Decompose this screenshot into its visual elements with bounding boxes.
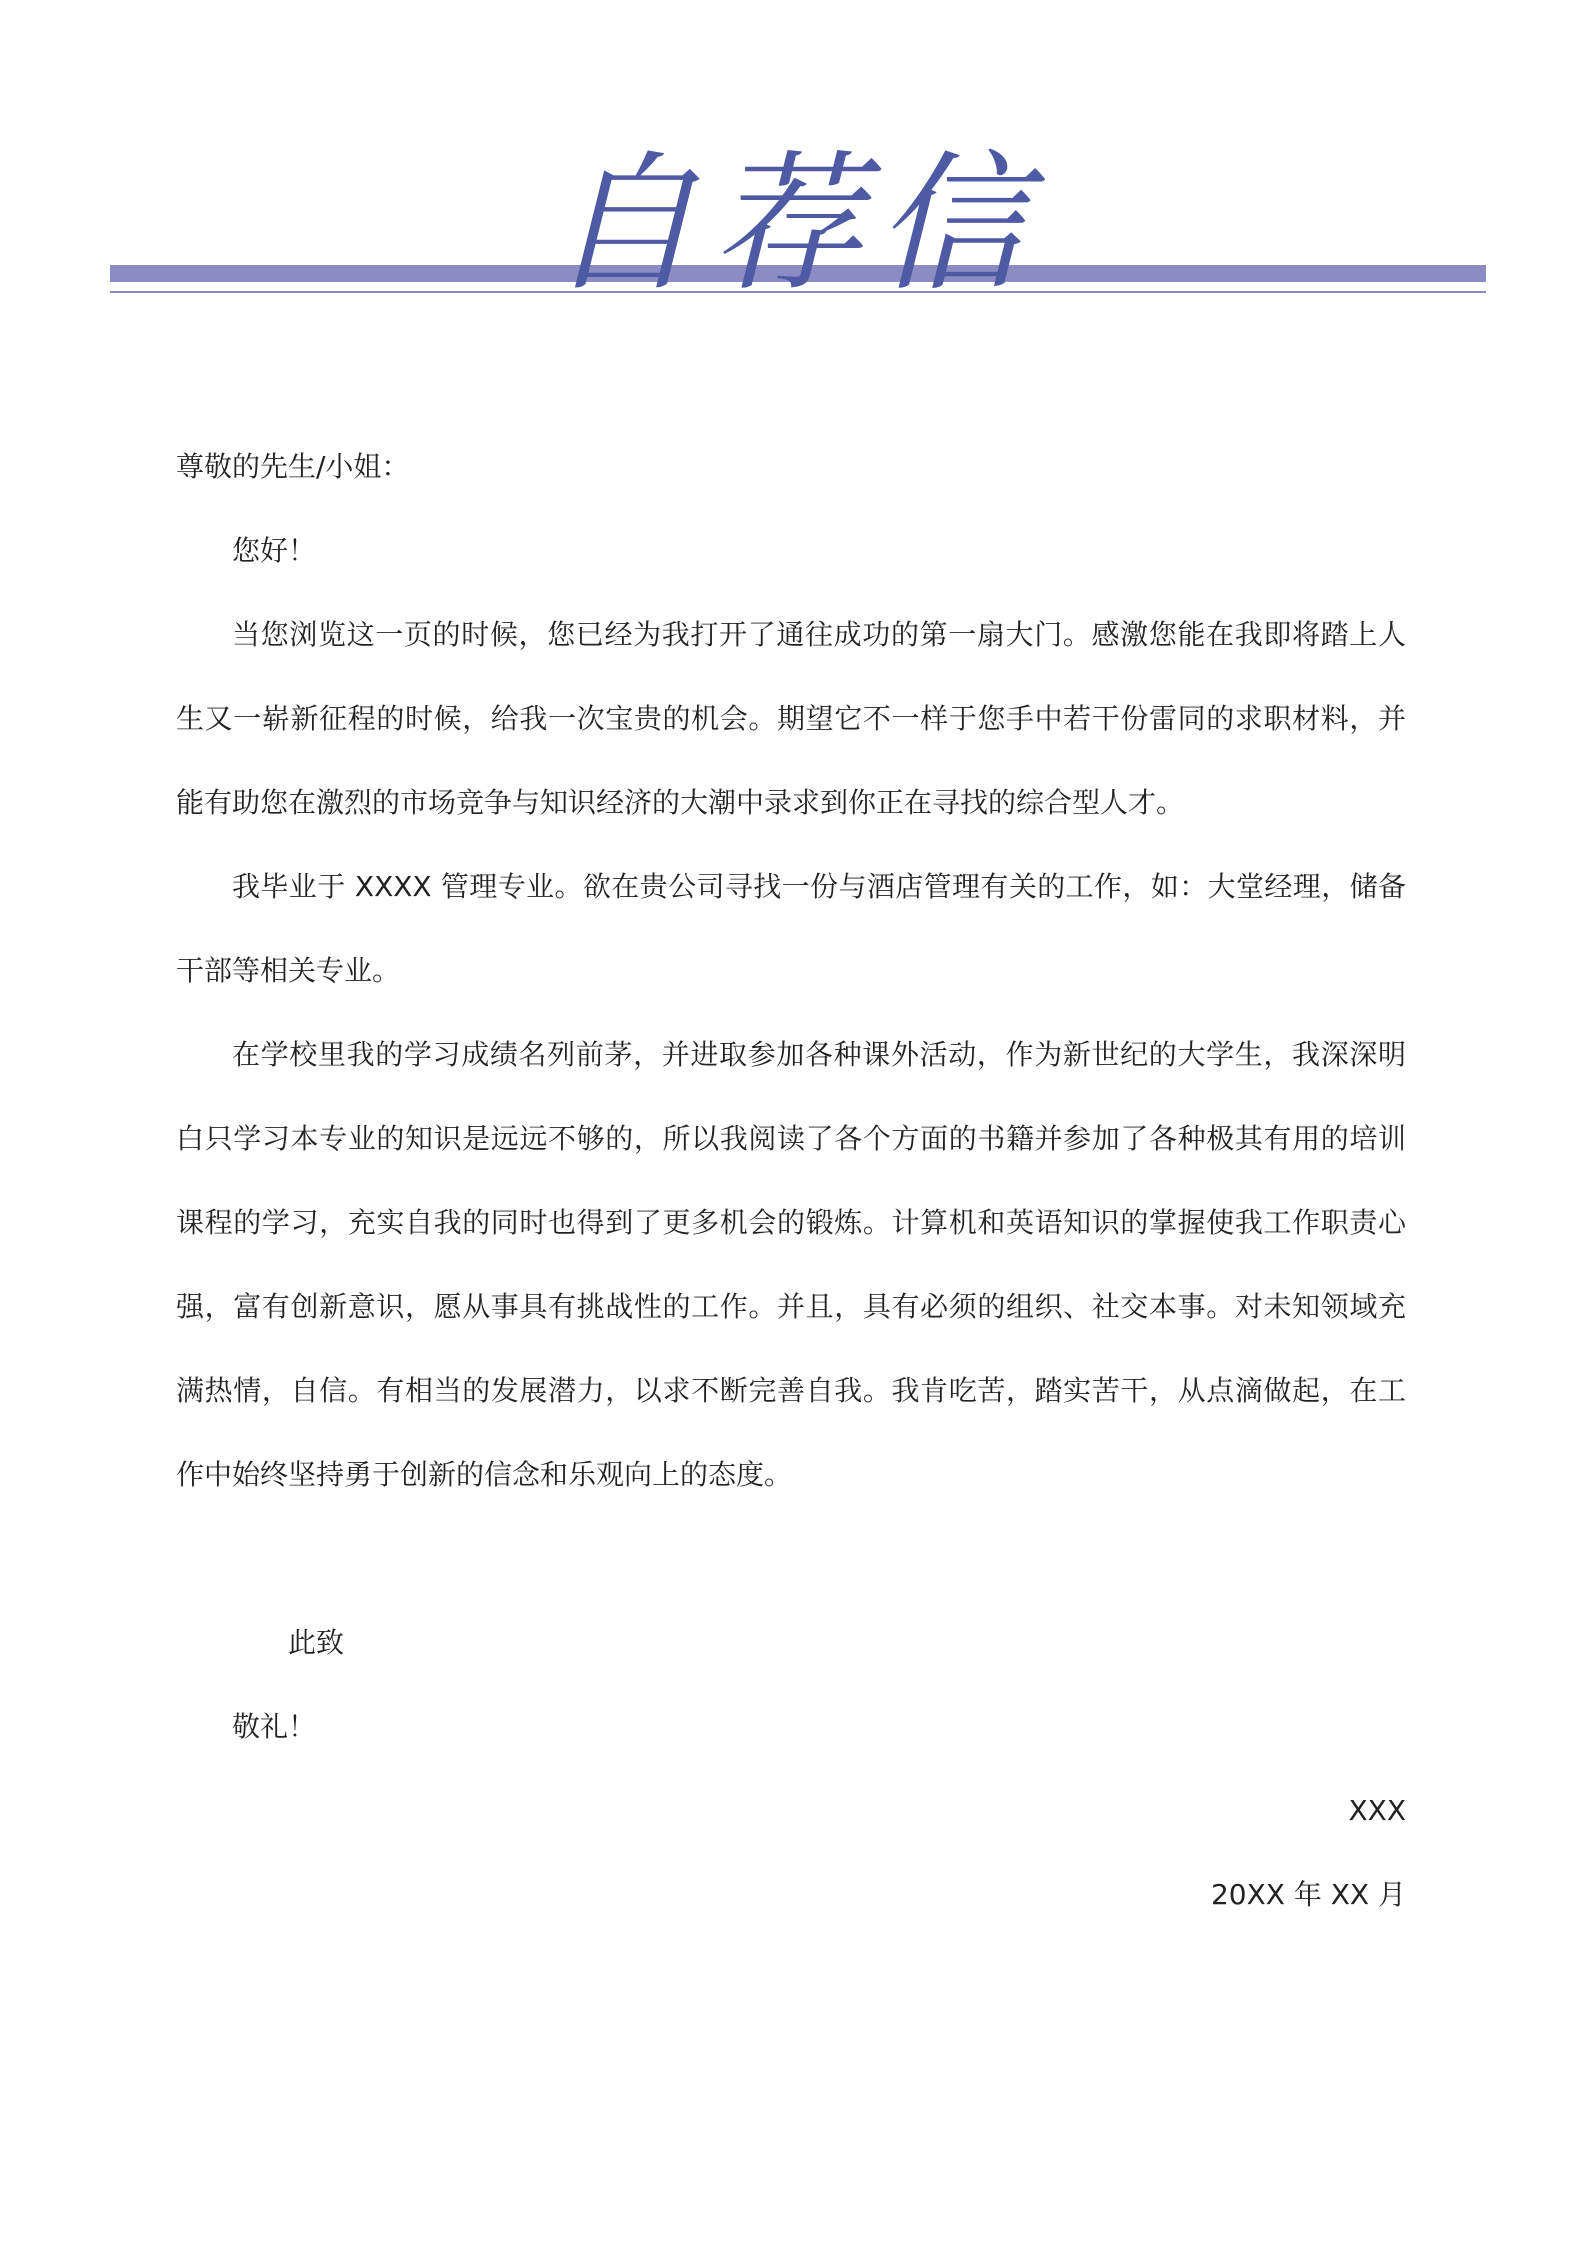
signature: XXX	[1348, 1794, 1406, 1827]
paragraph-education: 我毕业于 XXXX 管理专业。欲在贵公司寻找一份与酒店管理有关的工作，如：大堂经理，储备干部等相关专业。	[176, 870, 1406, 987]
spacer	[176, 1517, 1406, 1601]
closing: 此致	[288, 1626, 345, 1659]
regards: 敬礼！	[232, 1710, 317, 1743]
paragraph-intro: 当您浏览这一页的时候，您已经为我打开了通往成功的第一扇大门。感激您能在我即将踏上人生又一崭新征程的时候，给我一次宝贵的机会。期望它不一样于您手中若干份雷同的求职材料，并能有助您在激烈的市场竞争与知识经济的大潮中录求到你正在寻找的综合型人才。	[176, 618, 1406, 819]
date: 20XX 年 XX 月	[1210, 1878, 1406, 1911]
letter-body	[176, 425, 1406, 1937]
page-title: 自荐信	[547, 138, 1040, 312]
greeting: 您好！	[232, 534, 317, 567]
salutation: 尊敬的先生/小姐：	[176, 450, 410, 483]
paragraph-experience: 在学校里我的学习成绩名列前茅，并进取参加各种课外活动，作为新世纪的大学生，我深深明白只学习本专业的知识是远远不够的，所以我阅读了各个方面的书籍并参加了各种极其有用的培训课程的学习，充实自我的同时也得到了更多机会的锻炼。计算机和英语知识的掌握使我工作职责心强，富有创新意识，愿从事具有挑战性的工作。并且，具有必须的组织、社交本事。对未知领域充满热情，自信。有相当的发展潜力，以求不断完善自我。我肯吃苦，踏实苦干，从点滴做起，在工作中始终坚持勇于创新的信念和乐观向上的态度。	[176, 1038, 1406, 1491]
